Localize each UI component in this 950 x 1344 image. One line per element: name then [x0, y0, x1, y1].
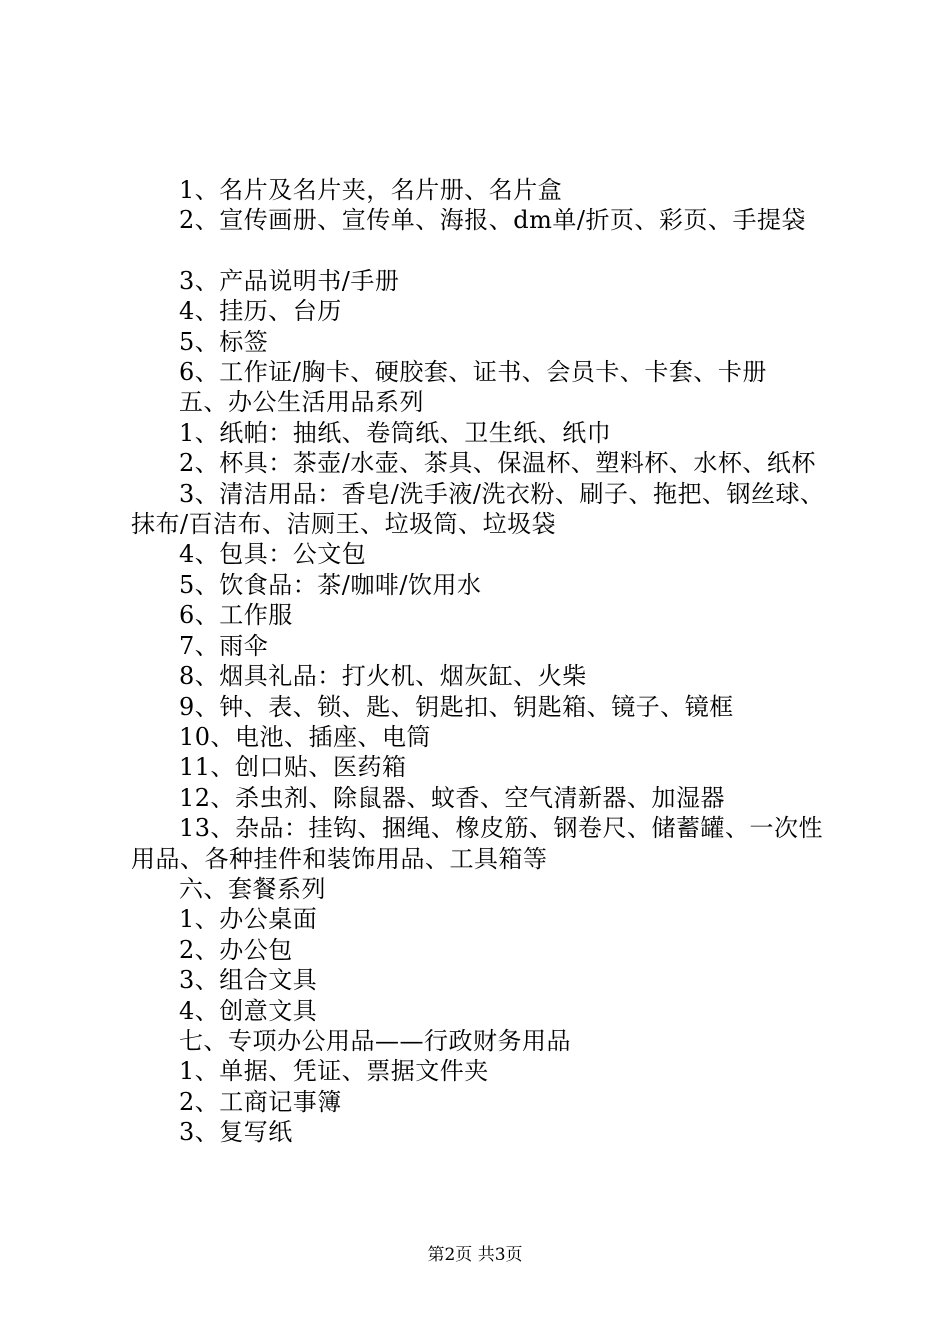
list-item: 9、钟、表、锁、匙、钥匙扣、钥匙箱、镜子、镜框 [179, 692, 734, 721]
list-item: 3、复写纸 [179, 1118, 293, 1147]
list-item: 13、杂品：挂钩、捆绳、橡皮筋、钢卷尺、储蓄罐、一次性用品、各种挂件和装饰用品、工具箱等 [131, 814, 824, 873]
list-item: 4、挂历、台历 [179, 297, 342, 326]
section-heading: 六、套餐系列 [179, 874, 326, 903]
page-number-footer: 第2页 共3页 [427, 1245, 523, 1265]
list-item: 7、雨伞 [179, 631, 269, 660]
list-item: 1、办公桌面 [179, 905, 318, 934]
list-item: 10、电池、插座、电筒 [179, 722, 432, 751]
document-body [131, 175, 836, 1148]
list-item: 8、烟具礼品：打火机、烟灰缸、火柴 [179, 662, 587, 691]
list-item: 12、杀虫剂、除鼠器、蚊香、空气清新器、加湿器 [179, 783, 726, 812]
list-item: 11、创口贴、医药箱 [179, 753, 407, 782]
list-item: 1、单据、凭证、票据文件夹 [179, 1057, 489, 1086]
section-heading: 五、办公生活用品系列 [179, 388, 424, 417]
list-item: 3、清洁用品：香皂/洗手液/洗衣粉、刷子、拖把、钢丝球、抹布/百洁布、洁厕王、垃圾筒、垃圾袋 [131, 479, 825, 539]
list-item: 2、宣传画册、宣传单、海报、dm单/折页、彩页、手提袋 [179, 206, 806, 235]
list-item: 1、纸帕：抽纸、卷筒纸、卫生纸、纸巾 [179, 418, 612, 447]
list-item: 5、标签 [179, 327, 269, 356]
list-item: 2、办公包 [179, 935, 293, 964]
list-item: 6、工作证/胸卡、硬胶套、证书、会员卡、卡套、卡册 [179, 358, 767, 387]
list-item: 2、工商记事簿 [179, 1087, 342, 1116]
list-item: 4、包具：公文包 [179, 540, 367, 569]
list-item: 1、名片及名片夹，名片册、名片盒 [179, 176, 563, 204]
list-item: 3、组合文具 [179, 966, 318, 995]
list-item: 5、饮食品：茶/咖啡/饮用水 [179, 570, 482, 599]
list-item: 4、创意文具 [179, 996, 318, 1025]
list-item: 3、产品说明书/手册 [179, 266, 400, 295]
section-heading: 七、专项办公用品——行政财务用品 [179, 1026, 571, 1055]
list-item: 6、工作服 [179, 601, 293, 630]
list-item: 2、杯具：茶壶/水壶、茶具、保温杯、塑料杯、水杯、纸杯 [179, 449, 816, 478]
